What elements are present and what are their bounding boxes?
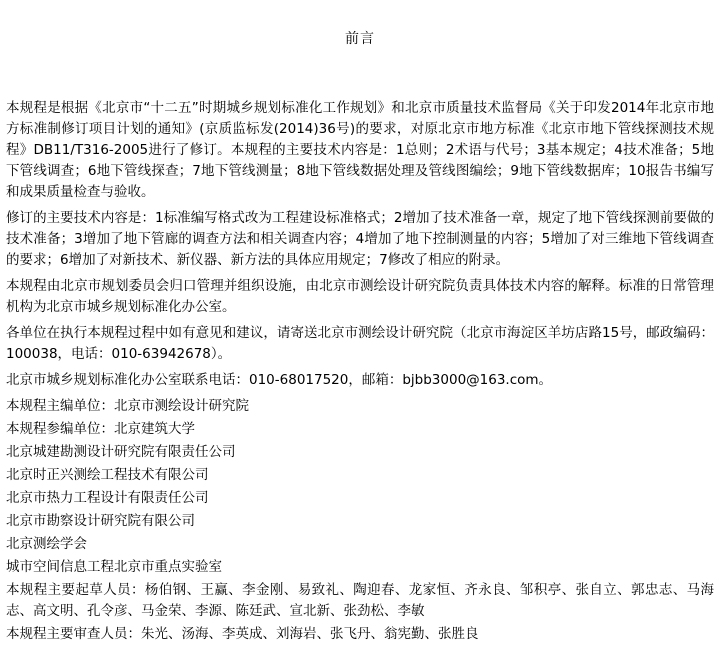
paragraph-revisions: 修订的主要技术内容是：1标准编写格式改为工程建设标准格式；2增加了技术准备一章，规定了地下管线探测前要做的技术准备；3增加了地下管廊的调查方法和相关调查内容；4增加了地下控制测量的内容；5增加了对三维地下管线调查的要求；6增加了对新技术、新仪器、新方法的具体应用规定；7修改了相应的附录。 <box>6 209 714 268</box>
credit-line-org-5: 北京测绘学会 <box>6 535 87 552</box>
paragraph-administration: 本规程由北京市规划委员会归口管理并组织设施，由北京市测绘设计研究院负责具体技术内容的解释。标准的日常管理机构为北京市城乡规划标准化办公室。 <box>6 277 714 315</box>
credit-line-chief-editor: 本规程主编单位：北京市测绘设计研究院 <box>6 397 249 414</box>
paragraph-contact: 北京市城乡规划标准化办公室联系电话：010-68017520，邮箱：bjbb3000@163.com。 <box>6 371 553 388</box>
credit-line-org-2: 北京时正兴测绘工程技术有限公司 <box>6 466 209 483</box>
credit-line-org-1: 北京城建勘测设计研究院有限责任公司 <box>6 443 236 460</box>
page-title: 前言 <box>345 31 375 47</box>
paragraph-feedback: 各单位在执行本规程过程中如有意见和建议，请寄送北京市测绘设计研究院（北京市海淀区羊坊店路15号，邮政编码：100038，电话：010-63942678）。 <box>6 324 714 362</box>
credit-line-org-6: 城市空间信息工程北京市重点实验室 <box>6 558 222 575</box>
paragraph-scope: 本规程是根据《北京市“十二五”时期城乡规划标准化工作规划》和北京市质量技术监督局《关于印发2014年北京市地方标准制修订项目计划的通知》(京质监标发(2014)36号)的要求，对原北京市地方标准《北京市地下管线探测技术规程》DB11/T316-2005进行了修订。本规程的主要技术内容是：1总则；2术语与代号；3基本规定；4技术准备；5地下管线调查；6地下管线探查；7地下管线测量；8地下管线数据处理及管线图编绘；9地下管线数据库；10报告书编写和成果质量检查与验收。 <box>6 99 714 200</box>
credit-line-co-editor: 本规程参编单位：北京建筑大学 <box>6 420 195 437</box>
paragraph-drafters: 本规程主要起草人员：杨伯钢、王赢、李金刚、易致礼、陶迎春、龙家恒、齐永良、邹积亭、张自立、郭忠志、马海志、高文明、孔令彦、马金荣、李源、陈廷武、宣北新、张劲松、李敏 <box>6 581 714 619</box>
paragraph-reviewers: 本规程主要审查人员：朱光、汤海、李英成、刘海岩、张飞丹、翁宪勤、张胜良 <box>6 625 479 642</box>
credit-line-org-4: 北京市勘察设计研究院有限公司 <box>6 512 195 529</box>
document-body <box>0 98 720 645</box>
credit-line-org-3: 北京市热力工程设计有限责任公司 <box>6 489 209 506</box>
